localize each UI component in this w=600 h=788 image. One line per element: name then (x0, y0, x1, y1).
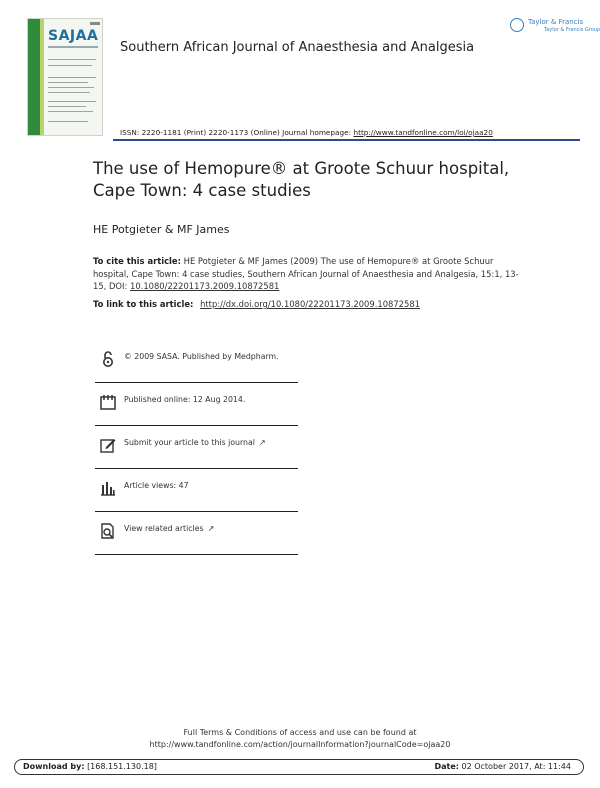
citation-text: HE Potgieter & MF James (2009) The use of Hemopure® at Groote Schuur hospital, Cape Town: 4 case studies, Southern African Journal of Anaesthesia and Analgesia, 15:1, 13-15, DOI: (93, 256, 519, 292)
published-online-item (95, 383, 298, 426)
search-document-icon (99, 522, 117, 540)
external-link-icon: ↗ (258, 438, 266, 447)
article-title: The use of Hemopure® at Groote Schuur hospital, Cape Town: 4 case studies (93, 159, 510, 200)
article-views-item (95, 469, 298, 512)
terms-line: Full Terms & Conditions of access and use can be found at (183, 728, 417, 737)
journal-cover-thumbnail (27, 18, 103, 136)
article-doi-link[interactable]: http://dx.doi.org/10.1080/22201173.2009.10872581 (200, 299, 420, 309)
related-articles-link[interactable]: View related articles ↗ (124, 524, 215, 533)
cover-logo: SAJAA (48, 28, 99, 44)
copyright-text: © 2009 SASA. Published by Medpharm. (124, 352, 279, 361)
header-divider (113, 139, 580, 141)
external-link-icon: ↗ (207, 524, 215, 533)
article-authors: HE Potgieter & MF James (93, 223, 230, 236)
download-date: Date: 02 October 2017, At: 11:44 (434, 762, 571, 771)
submit-article-link[interactable]: Submit your article to this journal ↗ (124, 438, 266, 447)
edit-icon (99, 436, 117, 454)
journal-name: Southern African Journal of Anaesthesia and Analgesia (120, 40, 475, 55)
publisher-logo-icon (510, 18, 524, 32)
citation-label: To cite this article: (93, 256, 181, 266)
downloaded-by: Download by: [168.151.130.18] (23, 762, 157, 771)
article-info-list (95, 340, 298, 555)
journal-homepage-link[interactable]: http://www.tandfonline.com/loi/ojaa20 (353, 128, 493, 137)
article-views-text: Article views: 47 (124, 481, 189, 490)
link-label: To link to this article: (93, 299, 194, 309)
copyright-item (95, 340, 298, 383)
related-articles-item[interactable] (95, 512, 298, 555)
terms-notice (0, 727, 600, 751)
issn-line: ISSN: 2220-1181 (Print) 2220-1173 (Online) Journal homepage: http://www.tandfonline.com/loi/ojaa20 (120, 128, 493, 137)
calendar-icon (99, 393, 117, 411)
citation (93, 255, 523, 293)
download-footer (14, 759, 584, 775)
article-link (93, 299, 420, 309)
terms-url[interactable]: http://www.tandfonline.com/action/journalInformation?journalCode=ojaa20 (149, 740, 451, 749)
bar-chart-icon (99, 479, 117, 497)
published-online-text: Published online: 12 Aug 2014. (124, 395, 246, 404)
publisher-logo: Taylor & Francis Taylor & Francis Group (508, 16, 584, 38)
open-access-icon (99, 350, 117, 368)
citation-doi-link[interactable]: 10.1080/22201173.2009.10872581 (130, 281, 280, 292)
submit-article-item[interactable] (95, 426, 298, 469)
